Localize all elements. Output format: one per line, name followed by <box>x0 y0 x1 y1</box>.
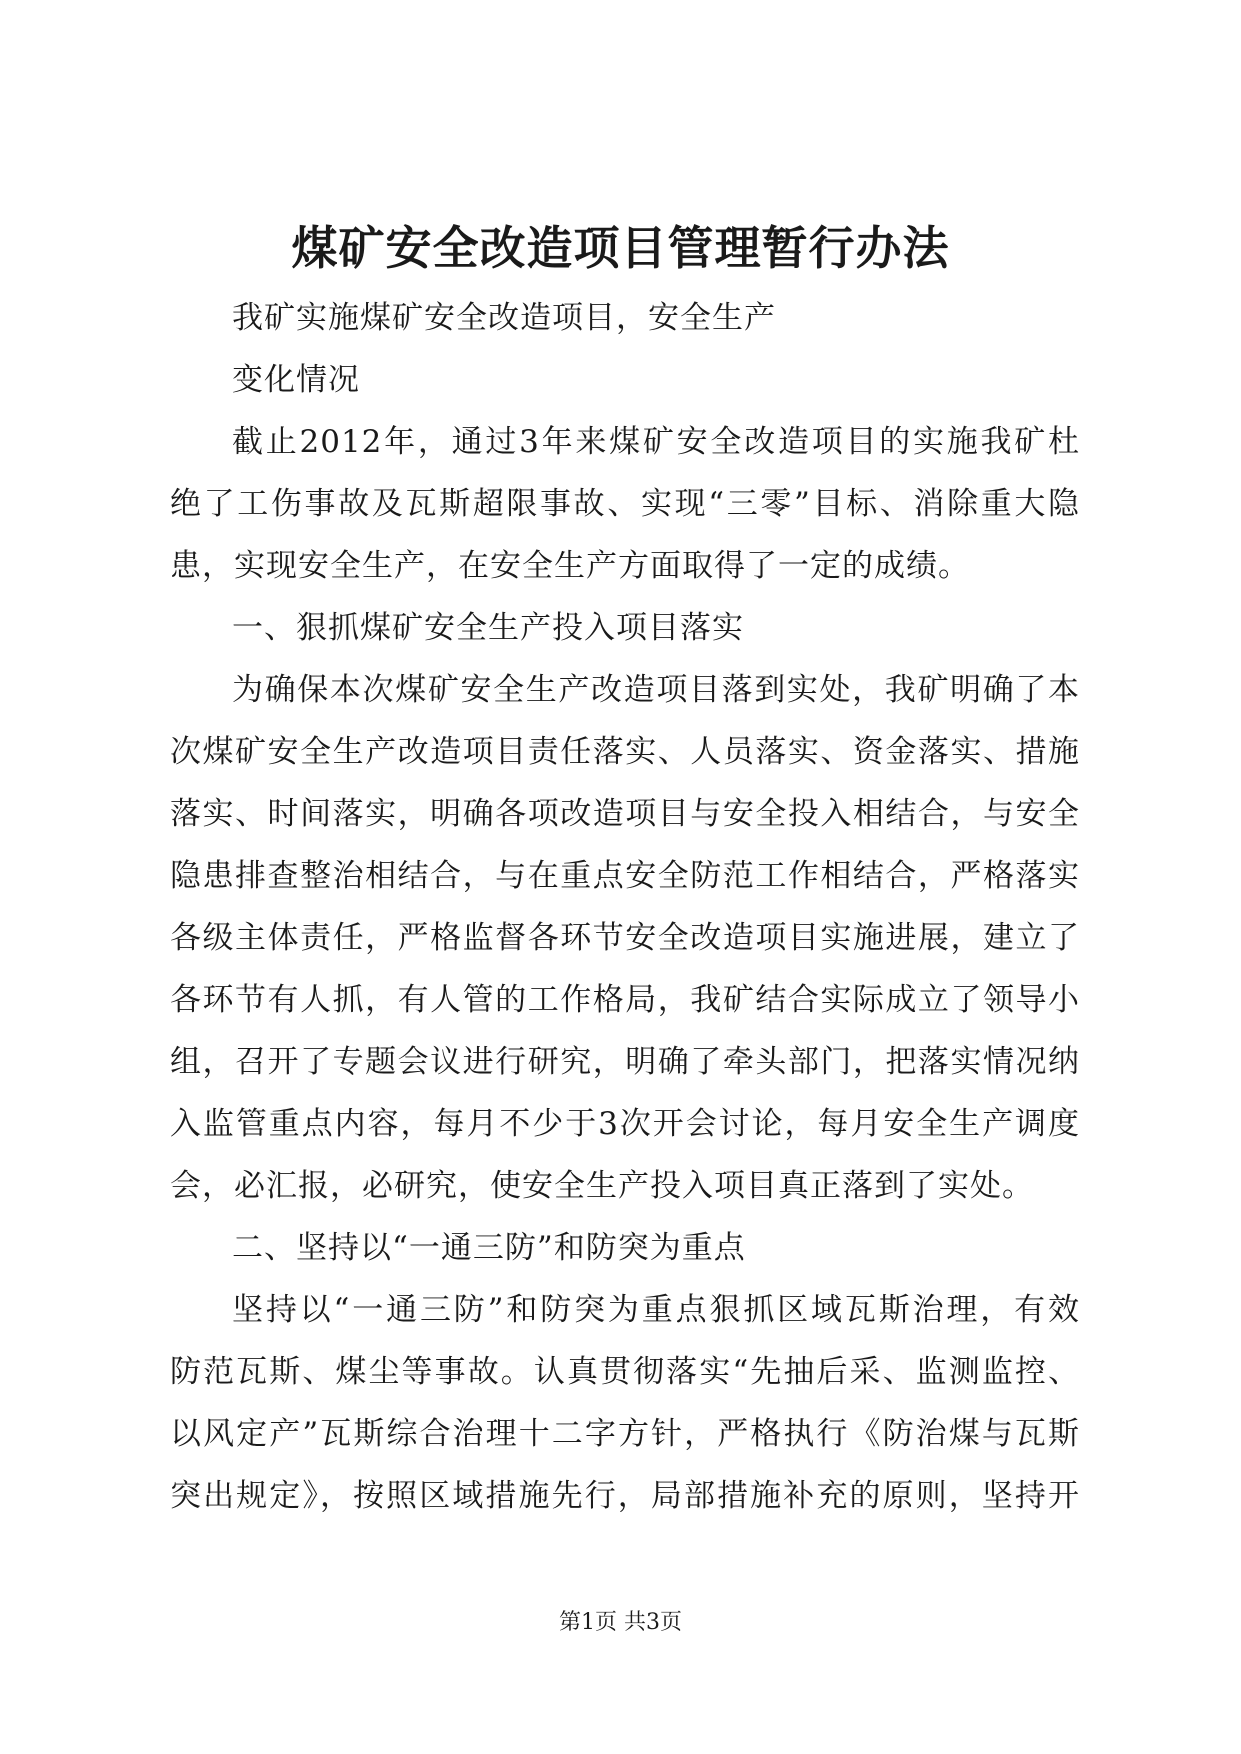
paragraph-line: 突出规定》，按照区域措施先行，局部措施补充的原则，坚持开 <box>170 1478 1080 1514</box>
paragraph-line: 二、坚持以“一通三防”和防突为重点 <box>232 1230 746 1266</box>
paragraph-line: 入监管重点内容，每月不少于3次开会讨论，每月安全生产调度 <box>170 1106 1080 1142</box>
paragraph-line: 变化情况 <box>232 362 360 398</box>
paragraph-line: 患，实现安全生产，在安全生产方面取得了一定的成绩。 <box>170 548 970 584</box>
paragraph-line: 会，必汇报，必研究，使安全生产投入项目真正落到了实处。 <box>170 1168 1034 1204</box>
paragraph-line: 我矿实施煤矿安全改造项目，安全生产 <box>232 300 776 336</box>
document-body <box>170 287 1080 1527</box>
paragraph-line: 以风定产”瓦斯综合治理十二字方针，严格执行《防治煤与瓦斯 <box>170 1416 1080 1452</box>
paragraph-line: 组，召开了专题会议进行研究，明确了牵头部门，把落实情况纳 <box>170 1044 1080 1080</box>
paragraph-line: 各级主体责任，严格监督各环节安全改造项目实施进展，建立了 <box>170 920 1080 956</box>
paragraph-line: 截止2012年，通过3年来煤矿安全改造项目的实施我矿杜 <box>232 424 1080 460</box>
paragraph-line: 次煤矿安全生产改造项目责任落实、人员落实、资金落实、措施 <box>170 734 1080 770</box>
paragraph-line: 防范瓦斯、煤尘等事故。认真贯彻落实“先抽后采、监测监控、 <box>170 1354 1080 1390</box>
page-footer: 第1页 共3页 <box>559 1610 682 1635</box>
paragraph-line: 一、狠抓煤矿安全生产投入项目落实 <box>232 610 744 646</box>
paragraph-line: 坚持以“一通三防”和防突为重点狠抓区域瓦斯治理，有效 <box>232 1292 1080 1328</box>
paragraph-line: 为确保本次煤矿安全生产改造项目落到实处，我矿明确了本 <box>232 672 1080 708</box>
paragraph-line: 隐患排查整治相结合，与在重点安全防范工作相结合，严格落实 <box>170 858 1080 894</box>
paragraph-line: 落实、时间落实，明确各项改造项目与安全投入相结合，与安全 <box>170 796 1080 832</box>
paragraph-line: 绝了工伤事故及瓦斯超限事故、实现“三零”目标、消除重大隐 <box>170 486 1080 522</box>
paragraph-line: 各环节有人抓，有人管的工作格局，我矿结合实际成立了领导小 <box>170 982 1080 1018</box>
document-title: 煤矿安全改造项目管理暂行办法 <box>291 221 950 275</box>
